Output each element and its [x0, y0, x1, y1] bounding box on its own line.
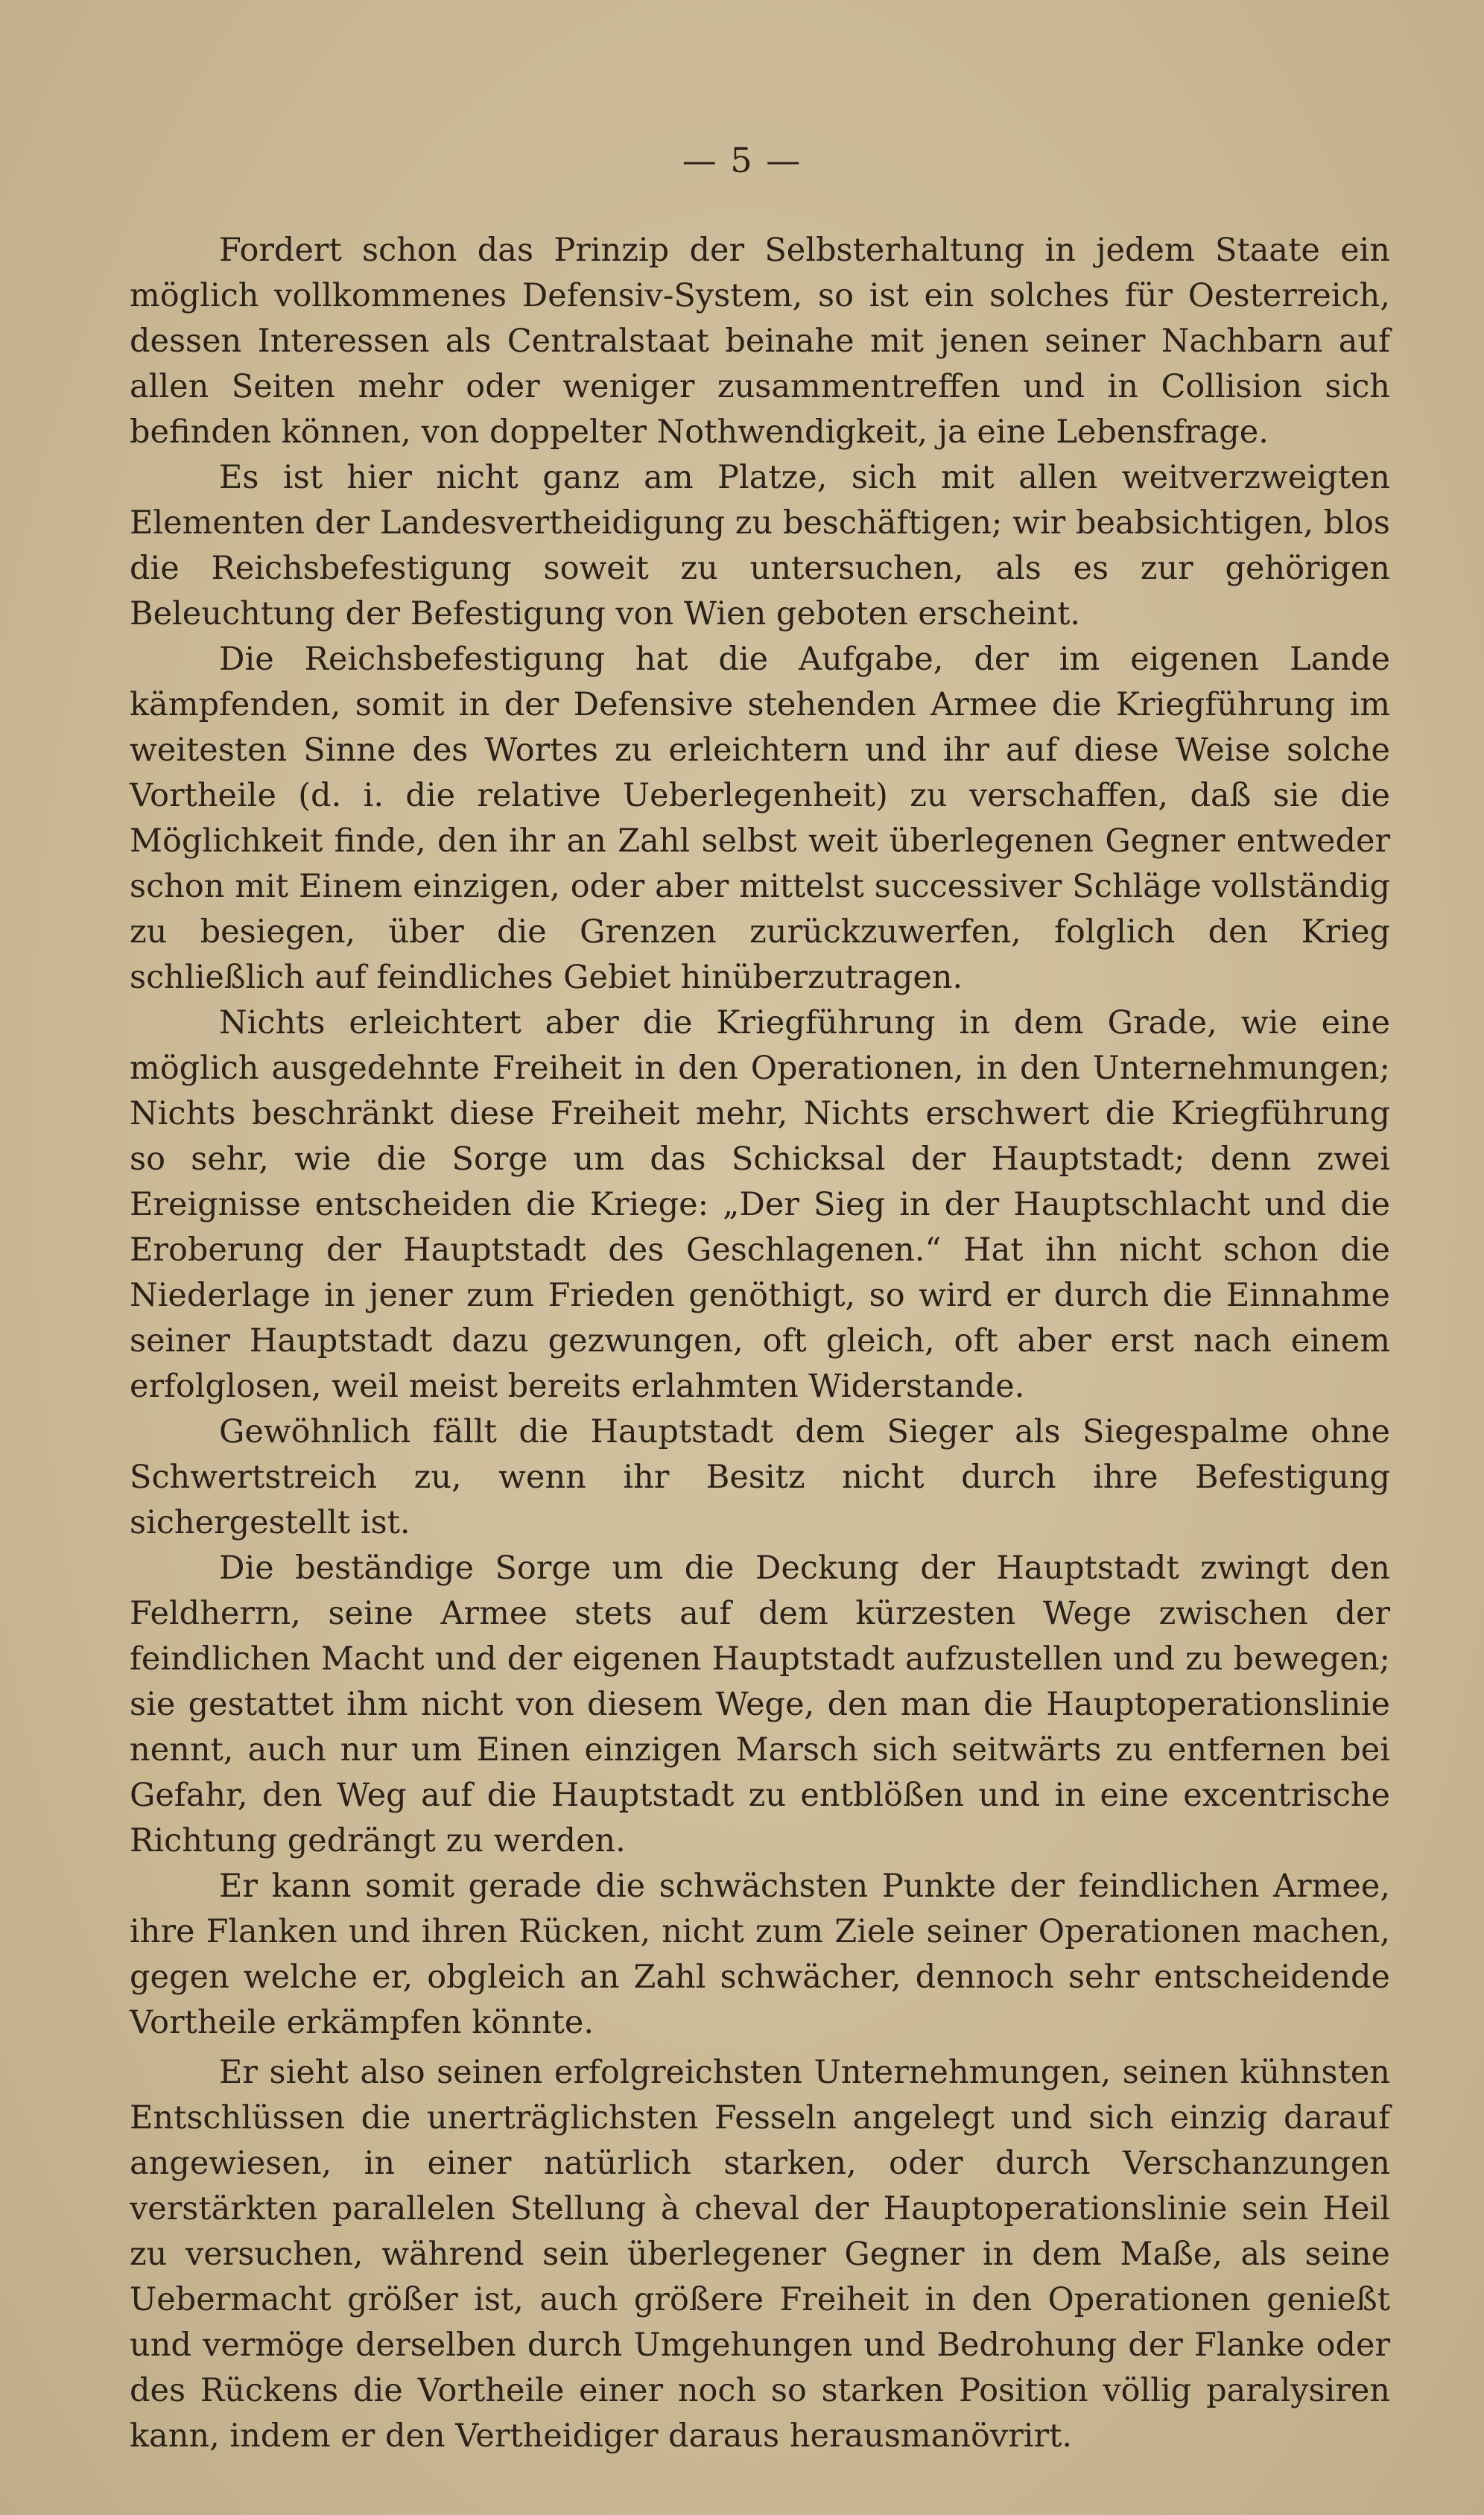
paragraph: Er kann somit gerade die schwächsten Punkte der feindlichen Armee, ihre Flanken und ihren Rücken, nicht zum Ziele seiner Operationen machen, gegen welche er, obgleich an Zahl schwächer, dennoch sehr entscheidende Vortheile erkämpfen könnte.	[130, 1868, 1390, 2041]
paragraph: Gewöhnlich fällt die Hauptstadt dem Sieger als Siegespalme ohne Schwertstreich zu, wenn ihr Besitz nicht durch ihre Befestigung sichergestellt ist.	[130, 1413, 1390, 1541]
paragraph: Es ist hier nicht ganz am Platze, sich mit allen weitverzweigten Elementen der Landesvertheidigung zu beschäftigen; wir beabsichtigen, blos die Reichsbefestigung soweit zu untersuchen, als es zur gehörigen Beleuchtung der Befestigung von Wien geboten erscheint.	[130, 459, 1390, 632]
paragraph: Nichts erleichtert aber die Kriegführung in dem Grade, wie eine möglich ausgedehnte Freiheit in den Operationen, in den Unternehmungen; Nichts beschränkt diese Freiheit mehr, Nichts erschwert die Kriegführung so sehr, wie die Sorge um das Schicksal der Hauptstadt; denn zwei Ereignisse entscheiden die Kriege: „Der Sieg in der Hauptschlacht und die Eroberung der Hauptstadt des Geschlagenen.“ Hat ihn nicht schon die Niederlage in jener zum Frieden genöthigt, so wird er durch die Einnahme seiner Hauptstadt dazu gezwungen, oft gleich, oft aber erst nach einem erfolglosen, weil meist bereits erlahmten Widerstande.	[130, 1004, 1390, 1405]
paragraph: Er sieht also seinen erfolgreichsten Unternehmungen, seinen kühnsten Entschlüssen die unerträglichsten Fesseln angelegt und sich einzig darauf angewiesen, in einer natürlich starken, oder durch Verschanzungen verstärkten parallelen Stellung à cheval der Hauptoperationslinie sein Heil zu versuchen, während sein überlegener Gegner in dem Maße, als seine Uebermacht größer ist, auch größere Freiheit in den Operationen genießt und vermöge derselben durch Umgehungen und Bedrohung der Flanke oder des Rückens die Vortheile einer noch so starken Position völlig paralysiren kann, indem er den Vertheidiger daraus herausmanövrirt.	[130, 2054, 1390, 2455]
paragraph: Die Reichsbefestigung hat die Aufgabe, der im eigenen Lande kämpfenden, somit in der Defensive stehenden Armee die Kriegführung im weitesten Sinne des Wortes zu erleichtern und ihr auf diese Weise solche Vortheile (d. i. die relative Ueberlegenheit) zu verschaffen, daß sie die Möglichkeit finde, den ihr an Zahl selbst weit überlegenen Gegner entweder schon mit Einem einzigen, oder aber mittelst successiver Schläge vollständig zu besiegen, über die Grenzen zurückzuwerfen, folglich den Krieg schließlich auf feindliches Gebiet hinüberzutragen.	[130, 641, 1390, 996]
page-number: — 5 —	[682, 140, 802, 180]
paragraph: Die beständige Sorge um die Deckung der Hauptstadt zwingt den Feldherrn, seine Armee stets auf dem kürzesten Wege zwischen der feindlichen Macht und der eigenen Hauptstadt aufzustellen und zu bewegen; sie gestattet ihm nicht von diesem Wege, den man die Hauptoperationslinie nennt, auch nur um Einen einzigen Marsch sich seitwärts zu entfernen bei Gefahr, den Weg auf die Hauptstadt zu entblößen und in eine excentrische Richtung gedrängt zu werden.	[130, 1550, 1390, 1859]
paragraph: Fordert schon das Prinzip der Selbsterhaltung in jedem Staate ein möglich vollkommenes Defensiv-System, so ist ein solches für Oesterreich, dessen Interessen als Centralstaat beinahe mit jenen seiner Nachbarn auf allen Seiten mehr oder weniger zusammentreffen und in Collision sich befinden können, von doppelter Nothwendigkeit, ja eine Lebensfrage.	[130, 232, 1390, 451]
body-text	[130, 228, 1390, 2459]
